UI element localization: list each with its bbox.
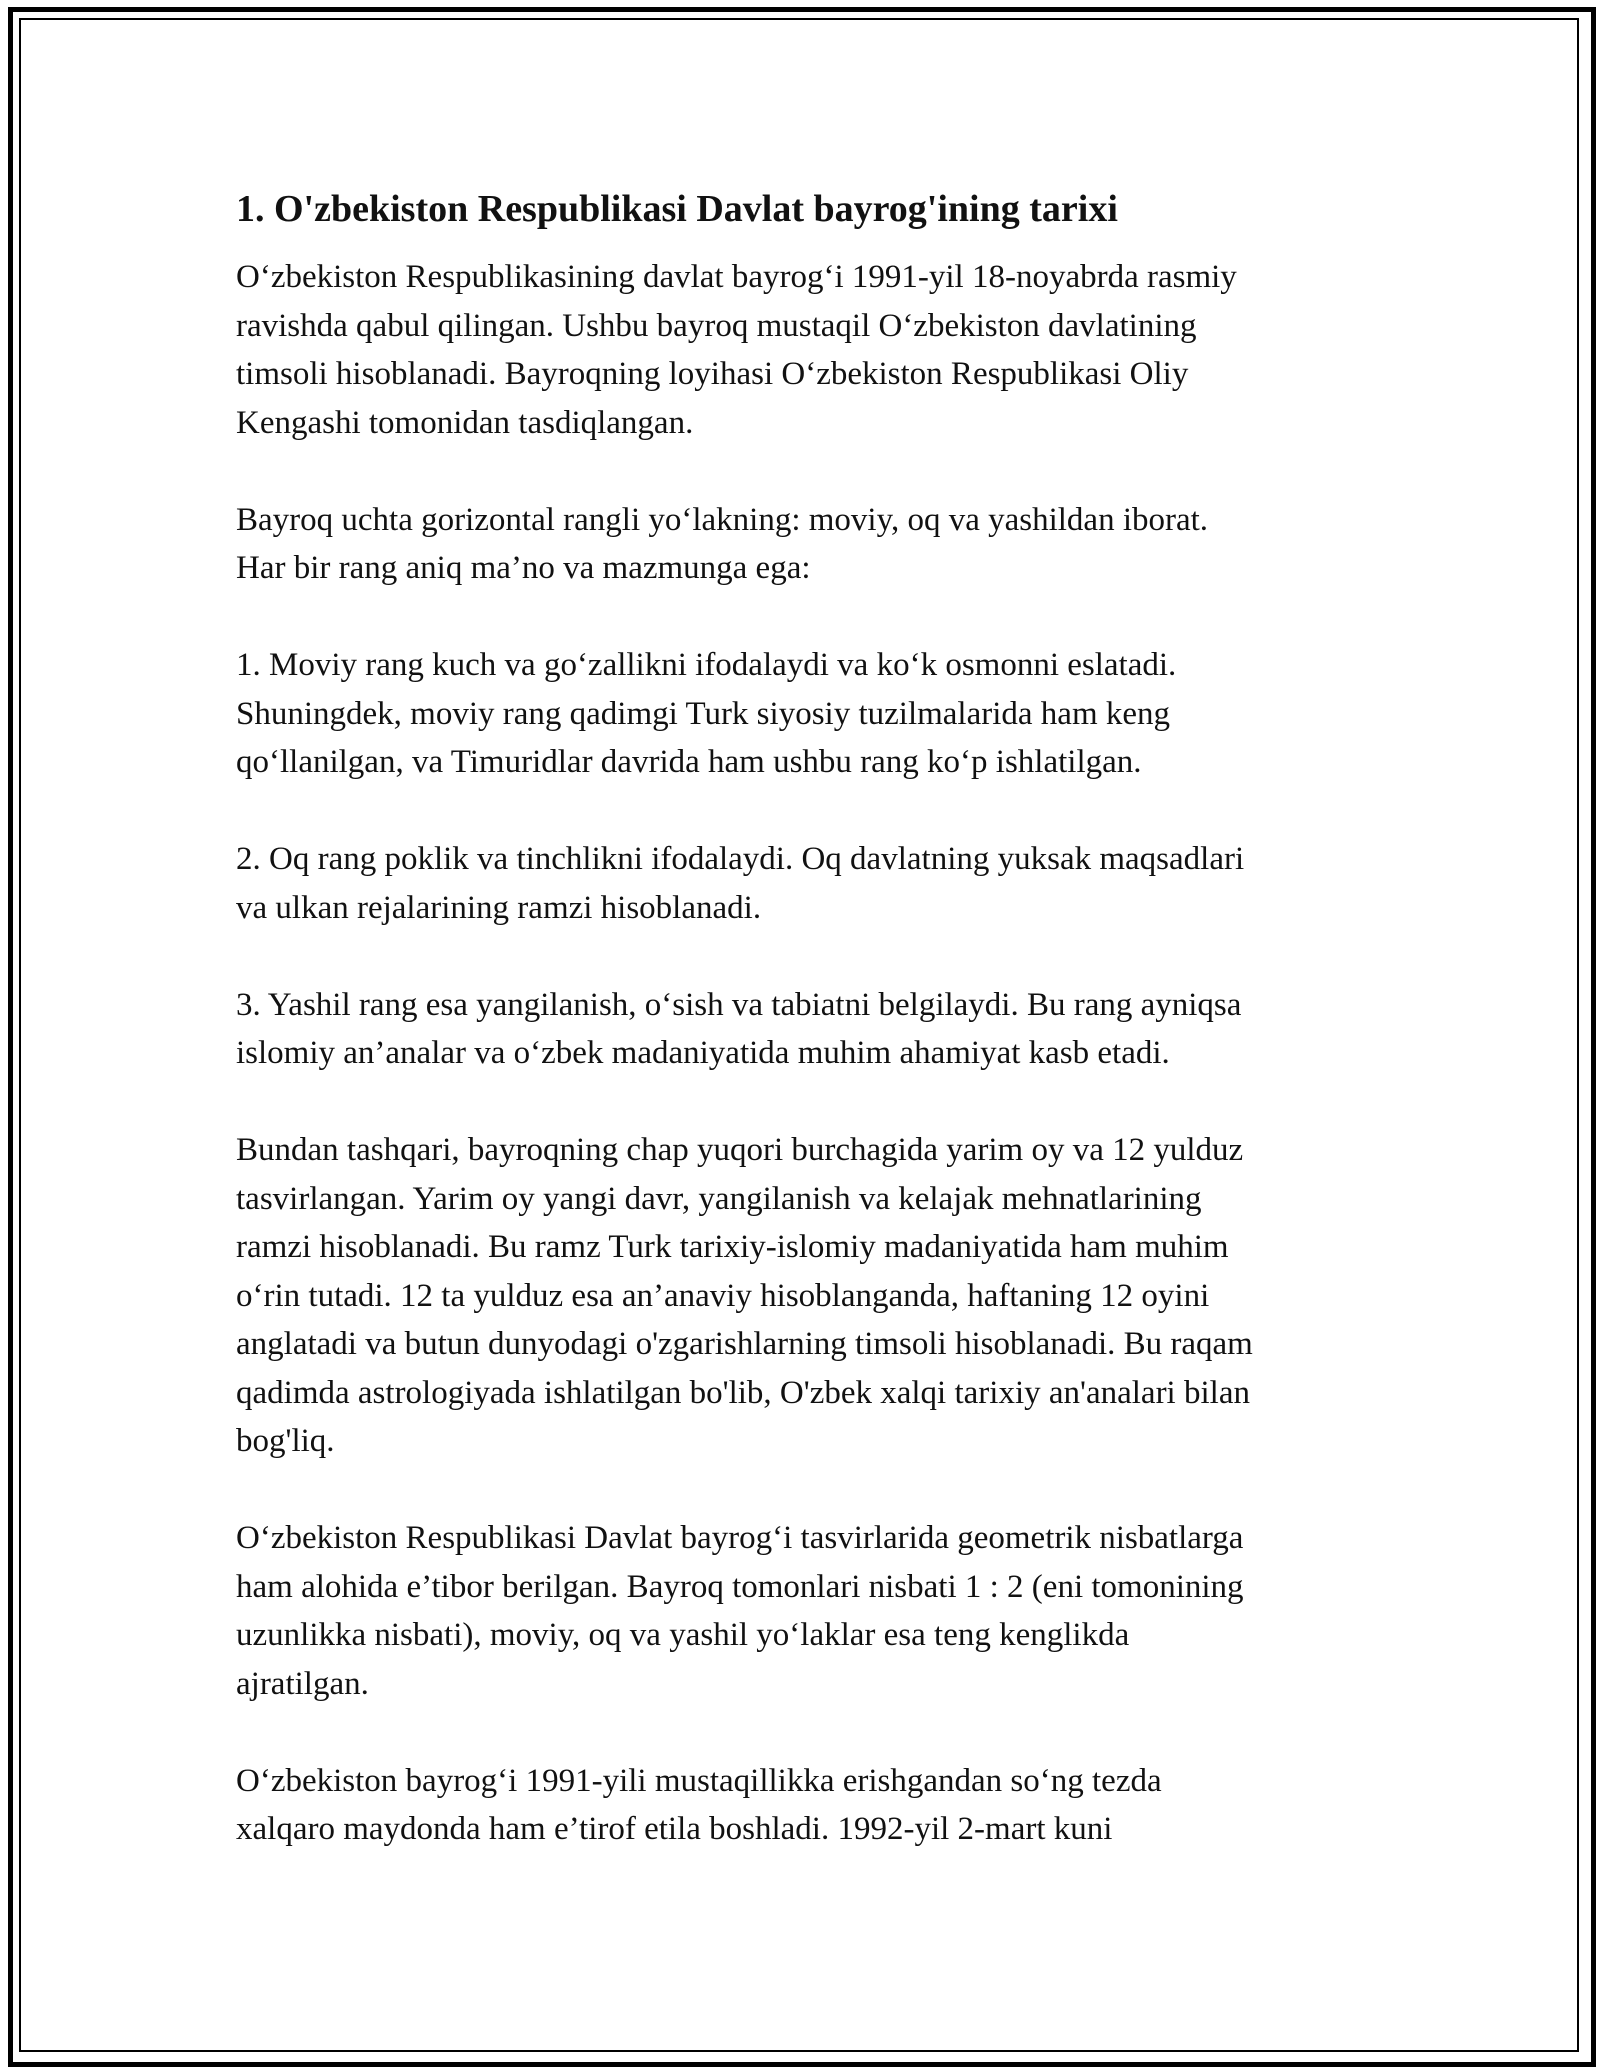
document-body [236, 185, 1376, 1902]
paragraph-proportions: O‘zbekiston Respublikasi Davlat bayrog‘i tasvirlarida geometrik nisbatlarga ham alohida e’tibor berilgan. Bayroq tomonlari nisbati 1 : 2 (eni tomonining uzunlikka nisbati), moviy, oq va yashil yo‘laklar esa teng kenglikda ajratilgan. [236, 1520, 1244, 1702]
paragraph-recognition: O‘zbekiston bayrog‘i 1991-yili mustaqillikka erishgandan so‘ng tezda xalqaro maydonda ham e’tirof etila boshladi. 1992-yil 2-mart kuni [236, 1762, 1162, 1847]
paragraph-adoption: O‘zbekiston Respublikasining davlat bayrog‘i 1991-yil 18-noyabrda rasmiy ravishda qabul qilingan. Ushbu bayroq mustaqil O‘zbekiston davlatining timsoli hisoblanadi. Bayroqning loyihasi O‘zbekiston Respublikasi Oliy Kengashi tomonidan tasdiqlangan. [236, 259, 1237, 441]
page-title: 1. O'zbekiston Respublikasi Davlat bayrog'ining tarixi [236, 188, 1118, 230]
paragraph-crescent-stars: Bundan tashqari, bayroqning chap yuqori burchagida yarim oy va 12 yulduz tasvirlangan. Yarim oy yangi davr, yangilanish va kelajak mehnatlarining ramzi hisoblanadi. Bu ramz Turk tarixiy-islomiy madaniyatida ham muhim o‘rin tutadi. 12 ta yulduz esa an’anaviy hisoblanganda, haftaning 12 oyini anglatadi va butun dunyodagi o'zgarishlarning timsoli hisoblanadi. Bu raqam qadimda astrologiyada ishlatilgan bo'lib, O'zbek xalqi tarixiy an'analari bilan bog'liq. [236, 1132, 1253, 1459]
paragraph-blue-meaning: 1. Moviy rang kuch va go‘zallikni ifodalaydi va ko‘k osmonni eslatadi. Shuningdek, moviy rang qadimgi Turk siyosiy tuzilmalarida ham keng qo‘llanilgan, va Timuridlar davrida ham ushbu rang ko‘p ishlatilgan. [236, 647, 1177, 780]
paragraph-green-meaning: 3. Yashil rang esa yangilanish, o‘sish va tabiatni belgilaydi. Bu rang ayniqsa islomiy an’analar va o‘zbek madaniyatida muhim ahamiyat kasb etadi. [236, 986, 1242, 1071]
paragraph-stripes: Bayroq uchta gorizontal rangli yo‘lakning: moviy, oq va yashildan iborat. Har bir rang aniq ma’no va mazmunga ega: [236, 501, 1209, 586]
paragraph-white-meaning: 2. Oq rang poklik va tinchlikni ifodalaydi. Oq davlatning yuksak maqsadlari va ulkan rejalarining ramzi hisoblanadi. [236, 841, 1245, 926]
